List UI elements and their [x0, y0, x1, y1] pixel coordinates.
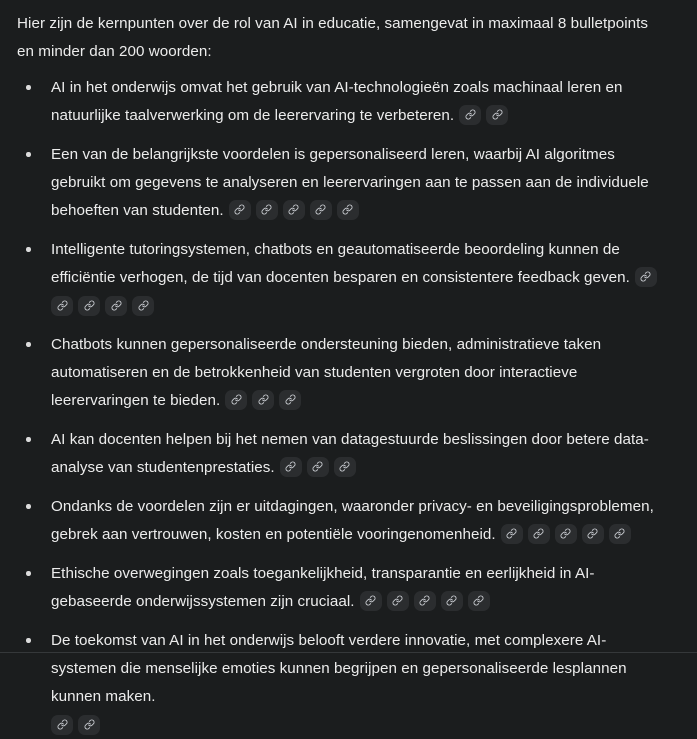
citation-chip[interactable] — [582, 524, 604, 544]
citation-chip-group — [275, 459, 361, 476]
link-icon — [315, 204, 326, 215]
citation-chip[interactable] — [132, 296, 154, 316]
bullet-text: Een van de belangrijkste voordelen is gepersonaliseerd leren, waarbij AI algoritmes gebruikt om gegevens te analyseren en leerervaringen aan te passen aan de individuele behoeften van studenten. — [51, 146, 649, 219]
citation-chip-group — [630, 269, 662, 286]
link-icon — [587, 528, 598, 539]
link-icon — [285, 461, 296, 472]
bullet-text: De toekomst van AI in het onderwijs belooft verdere innovatie, met complexere AI-systemen die menselijke emoties kunnen begrijpen en gepersonaliseerde lesplannen kunnen maken. — [51, 632, 627, 705]
link-icon — [288, 204, 299, 215]
bullet-text: Chatbots kunnen gepersonaliseerde ondersteuning bieden, administratieve taken automatiseren en de betrokkenheid van studenten vergroten door interactieve leerervaringen te bieden. — [51, 336, 602, 409]
link-icon — [111, 300, 122, 311]
list-item — [17, 141, 667, 225]
citation-chip[interactable] — [334, 457, 356, 477]
bullet-text: Ethische overwegingen zoals toegankelijkheid, transparantie en eerlijkheid in AI-gebaseerde onderwijssystemen zijn cruciaal. — [51, 565, 595, 610]
citation-chip[interactable] — [609, 524, 631, 544]
link-icon — [84, 719, 95, 730]
citation-chip-group — [51, 294, 667, 320]
link-icon — [312, 461, 323, 472]
link-icon — [261, 204, 272, 215]
bullet-marker-icon — [26, 152, 31, 157]
citation-chip[interactable] — [459, 105, 481, 125]
bullet-marker-icon — [26, 638, 31, 643]
citation-chip[interactable] — [279, 390, 301, 410]
link-icon — [234, 204, 245, 215]
list-item — [17, 426, 667, 482]
list-item — [17, 627, 667, 739]
citation-chip-group — [51, 713, 667, 739]
citation-chip[interactable] — [441, 591, 463, 611]
citation-chip[interactable] — [337, 200, 359, 220]
link-icon — [84, 300, 95, 311]
link-icon — [473, 595, 484, 606]
citation-chip[interactable] — [486, 105, 508, 125]
citation-chip[interactable] — [360, 591, 382, 611]
link-icon — [365, 595, 376, 606]
citation-chip[interactable] — [310, 200, 332, 220]
citation-chip[interactable] — [225, 390, 247, 410]
link-icon — [506, 528, 517, 539]
link-icon — [258, 394, 269, 405]
bullet-text: Ondanks de voordelen zijn er uitdagingen, waaronder privacy- en beveiligingsproblemen, gebrek aan vertrouwen, kosten en potentiële vooringenomenheid. — [51, 498, 654, 543]
citation-chip-group — [454, 107, 513, 124]
citation-chip[interactable] — [256, 200, 278, 220]
citation-chip[interactable] — [387, 591, 409, 611]
bullet-marker-icon — [26, 504, 31, 509]
link-icon — [342, 204, 353, 215]
citation-chip[interactable] — [555, 524, 577, 544]
link-icon — [446, 595, 457, 606]
citation-chip[interactable] — [229, 200, 251, 220]
citation-chip[interactable] — [78, 296, 100, 316]
bullet-marker-icon — [26, 571, 31, 576]
citation-chip-group — [224, 202, 364, 219]
link-icon — [231, 394, 242, 405]
citation-chip[interactable] — [280, 457, 302, 477]
list-item — [17, 236, 667, 320]
bullet-text: AI in het onderwijs omvat het gebruik van AI-technologieën zoals machinaal leren en natuurlijke taalverwerking om de leerervaring te verbeteren. — [51, 79, 623, 124]
link-icon — [138, 300, 149, 311]
list-item — [17, 331, 667, 415]
list-item — [17, 493, 667, 549]
citation-chip-group — [220, 392, 306, 409]
link-icon — [285, 394, 296, 405]
link-icon — [533, 528, 544, 539]
link-icon — [339, 461, 350, 472]
list-item — [17, 74, 667, 130]
key-points-list — [17, 74, 667, 739]
bottom-divider — [0, 652, 697, 653]
link-icon — [560, 528, 571, 539]
citation-chip[interactable] — [528, 524, 550, 544]
link-icon — [614, 528, 625, 539]
citation-chip[interactable] — [78, 715, 100, 735]
link-icon — [57, 300, 68, 311]
bullet-marker-icon — [26, 342, 31, 347]
bullet-text: AI kan docenten helpen bij het nemen van datagestuurde beslissingen door betere data-analyse van studentenprestaties. — [51, 431, 649, 476]
citation-chip[interactable] — [468, 591, 490, 611]
list-item — [17, 560, 667, 616]
citation-chip[interactable] — [307, 457, 329, 477]
citation-chip[interactable] — [51, 715, 73, 735]
bullet-marker-icon — [26, 437, 31, 442]
citation-chip[interactable] — [414, 591, 436, 611]
citation-chip[interactable] — [51, 296, 73, 316]
citation-chip[interactable] — [501, 524, 523, 544]
bullet-marker-icon — [26, 247, 31, 252]
citation-chip[interactable] — [252, 390, 274, 410]
citation-chip-group — [496, 526, 636, 543]
citation-chip[interactable] — [105, 296, 127, 316]
intro-paragraph: Hier zijn de kernpunten over de rol van AI in educatie, samengevat in maximaal 8 bulletpoints en minder dan 200 woorden: — [17, 15, 649, 60]
bullet-text: Intelligente tutoringsystemen, chatbots en geautomatiseerde beoordeling kunnen de efficiëntie verhogen, de tijd van docenten besparen en consistentere feedback geven. — [51, 241, 630, 286]
link-icon — [57, 719, 68, 730]
citation-chip[interactable] — [635, 267, 657, 287]
bullet-marker-icon — [26, 85, 31, 90]
link-icon — [392, 595, 403, 606]
link-icon — [640, 271, 651, 282]
link-icon — [492, 109, 503, 120]
citation-chip-group — [355, 593, 495, 610]
citation-chip[interactable] — [283, 200, 305, 220]
link-icon — [465, 109, 476, 120]
link-icon — [419, 595, 430, 606]
